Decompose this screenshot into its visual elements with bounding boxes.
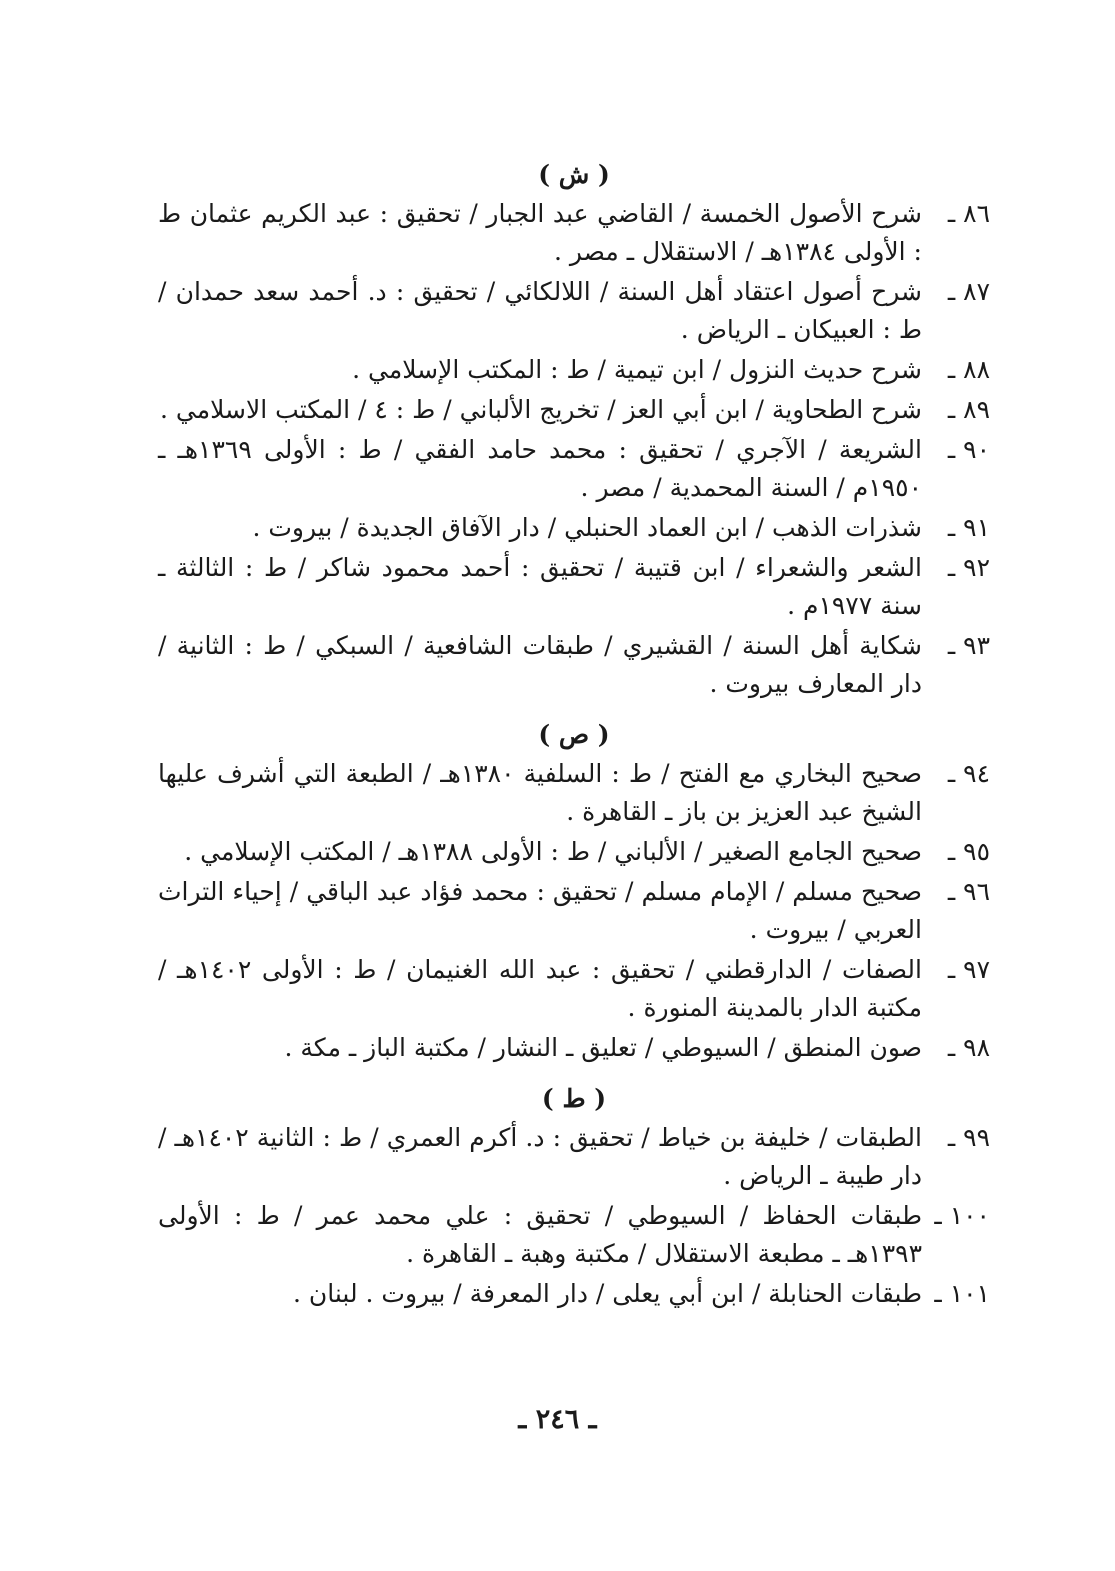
entry-text: شرح أصول اعتقاد أهل السنة / اللالكائي / تحقيق : د. أحمد سعد حمدان / ط : العبيكان ـ الرياض . bbox=[158, 277, 922, 344]
entry-text: طبقات الحفاظ / السيوطي / تحقيق : علي محمد عمر / ط : الأولى ١٣٩٣هـ ـ مطبعة الاستقلال / مكتبة وهبة ـ القاهرة . bbox=[158, 1201, 922, 1268]
bibliography-entry bbox=[158, 273, 990, 349]
entry-text: صحيح البخاري مع الفتح / ط : السلفية ١٣٨٠هـ / الطبعة التي أشرف عليها الشيخ عبد العزيز بن باز ـ القاهرة . bbox=[158, 759, 922, 826]
entry-text: الطبقات / خليفة بن خياط / تحقيق : د. أكرم العمري / ط : الثانية ١٤٠٢هـ / دار طيبة ـ الرياض . bbox=[158, 1123, 922, 1190]
bibliography-entry bbox=[158, 549, 990, 625]
bibliography-entry bbox=[158, 195, 990, 271]
bibliography-entry bbox=[158, 1197, 990, 1273]
section-header-taa: ( ط ) bbox=[541, 1084, 607, 1113]
entry-text: شذرات الذهب / ابن العماد الحنبلي / دار الآفاق الجديدة / بيروت . bbox=[252, 513, 922, 542]
entry-text: صون المنطق / السيوطي / تعليق ـ النشار / مكتبة الباز ـ مكة . bbox=[284, 1033, 922, 1062]
entry-number: ١٠١ ـ bbox=[934, 1279, 990, 1308]
entry-text: الصفات / الدارقطني / تحقيق : عبد الله الغنيمان / ط : الأولى ١٤٠٢هـ / مكتبة الدار بالمدينة المنورة . bbox=[158, 955, 922, 1022]
entry-number: ٩٧ ـ bbox=[947, 955, 990, 984]
bibliography-entry bbox=[158, 833, 990, 871]
bibliography-entry bbox=[158, 627, 990, 703]
entry-text: شكاية أهل السنة / القشيري / طبقات الشافعية / السبكي / ط : الثانية / دار المعارف بيروت . bbox=[158, 631, 922, 698]
entry-text: طبقات الحنابلة / ابن أبي يعلى / دار المعرفة / بيروت . لبنان . bbox=[293, 1279, 922, 1308]
entry-number: ٩٣ ـ bbox=[947, 631, 990, 660]
bibliography-entry bbox=[158, 431, 990, 507]
bibliography-entry bbox=[158, 351, 990, 389]
bibliography-list bbox=[158, 155, 990, 1315]
entry-number: ٩٤ ـ bbox=[947, 759, 990, 788]
entry-text: صحيح مسلم / الإمام مسلم / تحقيق : محمد فؤاد عبد الباقي / إحياء التراث العربي / بيروت . bbox=[158, 877, 922, 944]
bibliography-entry bbox=[158, 1029, 990, 1067]
entry-number: ٩٩ ـ bbox=[947, 1123, 990, 1152]
entry-number: ٩٠ ـ bbox=[947, 435, 990, 464]
page-number: ـ ٢٤٦ ـ bbox=[518, 1404, 597, 1435]
section-header-saad: ( ص ) bbox=[538, 720, 610, 749]
entry-text: الشعر والشعراء / ابن قتيبة / تحقيق : أحمد محمود شاكر / ط : الثالثة ـ سنة ١٩٧٧م . bbox=[158, 553, 922, 620]
entry-number: ١٠٠ ـ bbox=[934, 1201, 990, 1230]
entry-text: شرح الأصول الخمسة / القاضي عبد الجبار / تحقيق : عبد الكريم عثمان ط : الأولى ١٣٨٤هـ / الاستقلال ـ مصر . bbox=[158, 199, 922, 266]
entry-number: ٩١ ـ bbox=[947, 513, 990, 542]
bibliography-entry bbox=[158, 1119, 990, 1195]
entry-text: الشريعة / الآجري / تحقيق : محمد حامد الفقي / ط : الأولى ١٣٦٩هـ ـ ١٩٥٠م / السنة المحمدية / مصر . bbox=[158, 435, 922, 502]
bibliography-entry bbox=[158, 873, 990, 949]
bibliography-entry bbox=[158, 755, 990, 831]
entry-text: شرح الطحاوية / ابن أبي العز / تخريج الألباني / ط : ٤ / المكتب الاسلامي . bbox=[160, 395, 922, 424]
entry-number: ٩٥ ـ bbox=[947, 837, 990, 866]
entry-text: صحيح الجامع الصغير / الألباني / ط : الأولى ١٣٨٨هـ / المكتب الإسلامي . bbox=[184, 837, 922, 866]
entry-number: ٩٦ ـ bbox=[947, 877, 990, 906]
bibliography-entry bbox=[158, 391, 990, 429]
entry-number: ٩٨ ـ bbox=[947, 1033, 990, 1062]
entry-text: شرح حديث النزول / ابن تيمية / ط : المكتب الإسلامي . bbox=[352, 355, 922, 384]
entry-number: ٨٧ ـ bbox=[947, 277, 990, 306]
bibliography-entry bbox=[158, 509, 990, 547]
entry-number: ٨٦ ـ bbox=[947, 199, 990, 228]
section-header-sheen: ( ش ) bbox=[538, 160, 610, 189]
entry-number: ٩٢ ـ bbox=[947, 553, 990, 582]
bibliography-entry bbox=[158, 951, 990, 1027]
entry-number: ٨٩ ـ bbox=[947, 395, 990, 424]
bibliography-entry bbox=[158, 1275, 990, 1313]
entry-number: ٨٨ ـ bbox=[947, 355, 990, 384]
